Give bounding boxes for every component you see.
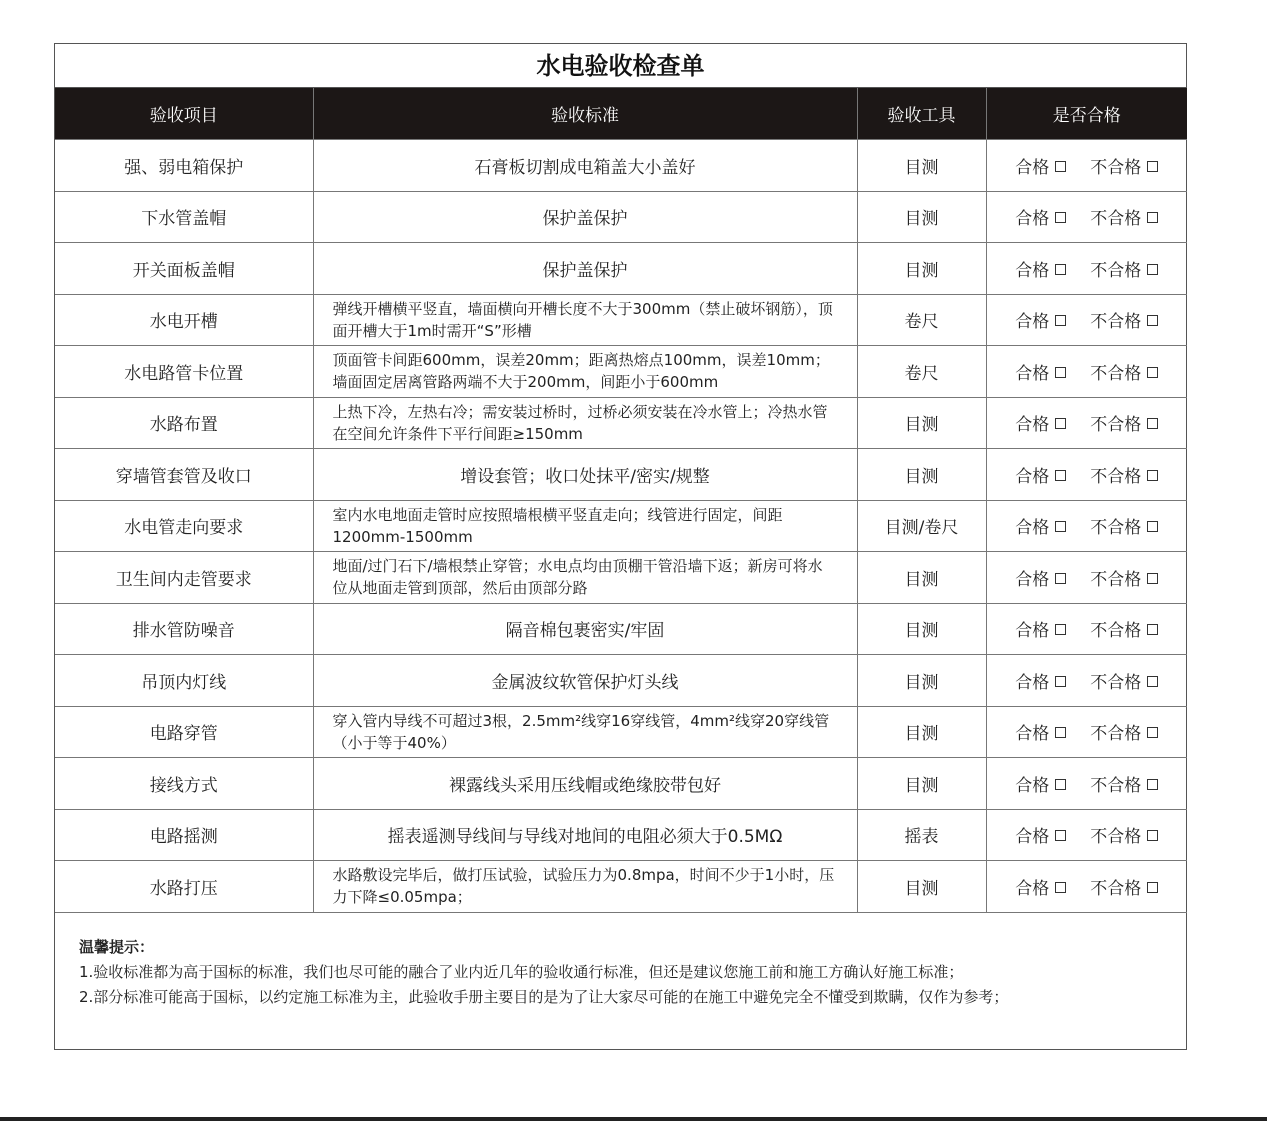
cell-tool: 目测 [857, 706, 986, 758]
pass-option[interactable] [1015, 209, 1066, 229]
cell-tool: 目测 [857, 603, 986, 655]
fail-checkbox-icon[interactable] [1147, 727, 1158, 738]
cell-tool: 卷尺 [857, 294, 986, 346]
pass-checkbox-icon[interactable] [1055, 830, 1066, 841]
fail-checkbox-icon[interactable] [1147, 367, 1158, 378]
pass-option[interactable] [1015, 467, 1066, 487]
cell-tool: 目测 [857, 861, 986, 913]
fail-label: 不合格 [1090, 415, 1142, 436]
pass-option[interactable] [1015, 158, 1066, 178]
cell-pass [986, 758, 1187, 810]
table-row [55, 191, 1187, 243]
cell-item: 水电开槽 [55, 294, 313, 346]
fail-checkbox-icon[interactable] [1147, 418, 1158, 429]
cell-standard: 金属波纹软管保护灯头线 [313, 655, 857, 707]
fail-label: 不合格 [1090, 518, 1142, 539]
pass-option[interactable] [1015, 827, 1066, 847]
fail-label: 不合格 [1090, 363, 1142, 384]
pass-option[interactable] [1015, 415, 1066, 435]
cell-pass [986, 500, 1187, 552]
pass-checkbox-icon[interactable] [1055, 573, 1066, 584]
cell-item: 接线方式 [55, 758, 313, 810]
table-row [55, 861, 1187, 913]
cell-standard: 摇表遥测导线间与导线对地间的电阻必须大于0.5MΩ [313, 809, 857, 861]
cell-item: 水路布置 [55, 397, 313, 449]
table-row [55, 706, 1187, 758]
pass-checkbox-icon[interactable] [1055, 624, 1066, 635]
table-row [55, 603, 1187, 655]
fail-option[interactable] [1090, 570, 1158, 590]
fail-label: 不合格 [1090, 672, 1142, 693]
fail-checkbox-icon[interactable] [1147, 212, 1158, 223]
cell-pass [986, 294, 1187, 346]
pass-label: 合格 [1015, 415, 1050, 436]
page-title: 水电验收检查单 [55, 44, 1186, 88]
cell-item: 电路摇测 [55, 809, 313, 861]
fail-label: 不合格 [1090, 569, 1142, 590]
cell-item: 开关面板盖帽 [55, 243, 313, 295]
pass-checkbox-icon[interactable] [1055, 882, 1066, 893]
fail-checkbox-icon[interactable] [1147, 264, 1158, 275]
cell-standard: 石膏板切割成电箱盖大小盖好 [313, 140, 857, 192]
table-row [55, 655, 1187, 707]
cell-item: 水路打压 [55, 861, 313, 913]
cell-pass [986, 397, 1187, 449]
pass-checkbox-icon[interactable] [1055, 676, 1066, 687]
pass-checkbox-icon[interactable] [1055, 367, 1066, 378]
cell-standard: 穿入管内导线不可超过3根，2.5mm²线穿16穿线管，4mm²线穿20穿线管（小于等于40%） [313, 706, 857, 758]
fail-checkbox-icon[interactable] [1147, 470, 1158, 481]
fail-checkbox-icon[interactable] [1147, 573, 1158, 584]
cell-standard: 裸露线头采用压线帽或绝缘胶带包好 [313, 758, 857, 810]
pass-checkbox-icon[interactable] [1055, 470, 1066, 481]
cell-pass [986, 243, 1187, 295]
fail-option[interactable] [1090, 158, 1158, 178]
fail-option[interactable] [1090, 209, 1158, 229]
pass-option[interactable] [1015, 570, 1066, 590]
cell-item: 水电管走向要求 [55, 500, 313, 552]
pass-option[interactable] [1015, 673, 1066, 693]
fail-label: 不合格 [1090, 724, 1142, 745]
pass-option[interactable] [1015, 621, 1066, 641]
table-row [55, 243, 1187, 295]
pass-checkbox-icon[interactable] [1055, 727, 1066, 738]
pass-checkbox-icon[interactable] [1055, 161, 1066, 172]
pass-option[interactable] [1015, 724, 1066, 744]
pass-label: 合格 [1015, 775, 1050, 796]
pass-label: 合格 [1015, 569, 1050, 590]
pass-option[interactable] [1015, 312, 1066, 332]
cell-item: 吊顶内灯线 [55, 655, 313, 707]
fail-checkbox-icon[interactable] [1147, 624, 1158, 635]
pass-label: 合格 [1015, 724, 1050, 745]
cell-item: 卫生间内走管要求 [55, 552, 313, 604]
fail-label: 不合格 [1090, 621, 1142, 642]
cell-pass [986, 191, 1187, 243]
fail-option[interactable] [1090, 673, 1158, 693]
fail-checkbox-icon[interactable] [1147, 830, 1158, 841]
header-pass: 是否合格 [986, 88, 1187, 140]
cell-standard: 地面/过门石下/墙根禁止穿管；水电点均由顶棚干管沿墙下返；新房可将水位从地面走管到顶部，然后由顶部分路 [313, 552, 857, 604]
pass-option[interactable] [1015, 518, 1066, 538]
cell-pass [986, 706, 1187, 758]
fail-option[interactable] [1090, 518, 1158, 538]
pass-checkbox-icon[interactable] [1055, 521, 1066, 532]
cell-pass [986, 346, 1187, 398]
cell-item: 下水管盖帽 [55, 191, 313, 243]
cell-tool: 目测 [857, 655, 986, 707]
fail-label: 不合格 [1090, 312, 1142, 333]
checklist-sheet [54, 43, 1187, 1050]
cell-tool: 目测 [857, 191, 986, 243]
fail-label: 不合格 [1090, 878, 1142, 899]
fail-checkbox-icon[interactable] [1147, 315, 1158, 326]
cell-standard: 室内水电地面走管时应按照墙根横平竖直走向；线管进行固定，间距1200mm-1500mm [313, 500, 857, 552]
cell-tool: 目测 [857, 552, 986, 604]
cell-tool: 卷尺 [857, 346, 986, 398]
fail-checkbox-icon[interactable] [1147, 521, 1158, 532]
fail-checkbox-icon[interactable] [1147, 779, 1158, 790]
cell-standard: 增设套管；收口处抹平/密实/规整 [313, 449, 857, 501]
fail-option[interactable] [1090, 467, 1158, 487]
cell-pass [986, 140, 1187, 192]
cell-pass [986, 861, 1187, 913]
table-row [55, 346, 1187, 398]
fail-checkbox-icon[interactable] [1147, 161, 1158, 172]
cell-item: 强、弱电箱保护 [55, 140, 313, 192]
cell-item: 排水管防噪音 [55, 603, 313, 655]
cell-standard: 弹线开槽横平竖直，墙面横向开槽长度不大于300mm（禁止破坏钢筋），顶面开槽大于1m时需开“S”形槽 [313, 294, 857, 346]
bottom-divider [0, 1117, 1267, 1121]
table-row [55, 294, 1187, 346]
table-row [55, 500, 1187, 552]
pass-label: 合格 [1015, 878, 1050, 899]
tips-line: 1.验收标准都为高于国标的标准，我们也尽可能的融合了业内近几年的验收通行标准，但还是建议您施工前和施工方确认好施工标准； [79, 962, 964, 981]
pass-label: 合格 [1015, 363, 1050, 384]
fail-option[interactable] [1090, 776, 1158, 796]
pass-checkbox-icon[interactable] [1055, 212, 1066, 223]
pass-checkbox-icon[interactable] [1055, 315, 1066, 326]
cell-tool: 摇表 [857, 809, 986, 861]
fail-option[interactable] [1090, 621, 1158, 641]
pass-checkbox-icon[interactable] [1055, 264, 1066, 275]
cell-tool: 目测 [857, 243, 986, 295]
cell-pass [986, 603, 1187, 655]
pass-label: 合格 [1015, 260, 1050, 281]
fail-option[interactable] [1090, 261, 1158, 281]
cell-pass [986, 809, 1187, 861]
cell-tool: 目测 [857, 449, 986, 501]
pass-label: 合格 [1015, 518, 1050, 539]
table-row [55, 397, 1187, 449]
pass-label: 合格 [1015, 827, 1050, 848]
cell-standard: 水路敷设完毕后，做打压试验，试验压力为0.8mpa，时间不少于1小时，压力下降≤0.05mpa； [313, 861, 857, 913]
table-row [55, 809, 1187, 861]
cell-tool: 目测 [857, 397, 986, 449]
pass-label: 合格 [1015, 672, 1050, 693]
cell-standard: 保护盖保护 [313, 243, 857, 295]
header-item: 验收项目 [55, 88, 313, 140]
checklist-table [55, 88, 1187, 913]
cell-tool: 目测 [857, 758, 986, 810]
header-tool: 验收工具 [857, 88, 986, 140]
pass-label: 合格 [1015, 209, 1050, 230]
fail-label: 不合格 [1090, 157, 1142, 178]
fail-label: 不合格 [1090, 827, 1142, 848]
fail-label: 不合格 [1090, 209, 1142, 230]
cell-standard: 保护盖保护 [313, 191, 857, 243]
fail-label: 不合格 [1090, 260, 1142, 281]
fail-option[interactable] [1090, 827, 1158, 847]
table-row [55, 449, 1187, 501]
cell-pass [986, 449, 1187, 501]
pass-option[interactable] [1015, 879, 1066, 899]
pass-option[interactable] [1015, 776, 1066, 796]
fail-option[interactable] [1090, 879, 1158, 899]
pass-checkbox-icon[interactable] [1055, 418, 1066, 429]
fail-option[interactable] [1090, 364, 1158, 384]
cell-pass [986, 655, 1187, 707]
fail-checkbox-icon[interactable] [1147, 676, 1158, 687]
tips-title: 温馨提示： [79, 937, 155, 956]
tips-section [55, 913, 1186, 1010]
cell-item: 水电路管卡位置 [55, 346, 313, 398]
table-header-row [55, 88, 1187, 140]
pass-label: 合格 [1015, 157, 1050, 178]
fail-option[interactable] [1090, 415, 1158, 435]
tips-line: 2.部分标准可能高于国标，以约定施工标准为主，此验收手册主要目的是为了让大家尽可能的在施工中避免完全不懂受到欺瞒，仅作为参考； [79, 987, 1009, 1006]
pass-option[interactable] [1015, 261, 1066, 281]
pass-option[interactable] [1015, 364, 1066, 384]
table-row [55, 140, 1187, 192]
fail-option[interactable] [1090, 724, 1158, 744]
pass-label: 合格 [1015, 466, 1050, 487]
pass-label: 合格 [1015, 621, 1050, 642]
cell-standard: 顶面管卡间距600mm，误差20mm；距离热熔点100mm，误差10mm；墙面固定居离管路两端不大于200mm，间距小于600mm [313, 346, 857, 398]
pass-label: 合格 [1015, 312, 1050, 333]
table-row [55, 552, 1187, 604]
cell-standard: 隔音棉包裹密实/牢固 [313, 603, 857, 655]
header-standard: 验收标准 [313, 88, 857, 140]
cell-tool: 目测 [857, 140, 986, 192]
fail-checkbox-icon[interactable] [1147, 882, 1158, 893]
table-row [55, 758, 1187, 810]
pass-checkbox-icon[interactable] [1055, 779, 1066, 790]
cell-item: 电路穿管 [55, 706, 313, 758]
fail-label: 不合格 [1090, 775, 1142, 796]
fail-label: 不合格 [1090, 466, 1142, 487]
cell-item: 穿墙管套管及收口 [55, 449, 313, 501]
cell-pass [986, 552, 1187, 604]
fail-option[interactable] [1090, 312, 1158, 332]
cell-tool: 目测/卷尺 [857, 500, 986, 552]
cell-standard: 上热下冷，左热右冷；需安装过桥时，过桥必须安装在冷水管上；冷热水管在空间允许条件下平行间距≥150mm [313, 397, 857, 449]
